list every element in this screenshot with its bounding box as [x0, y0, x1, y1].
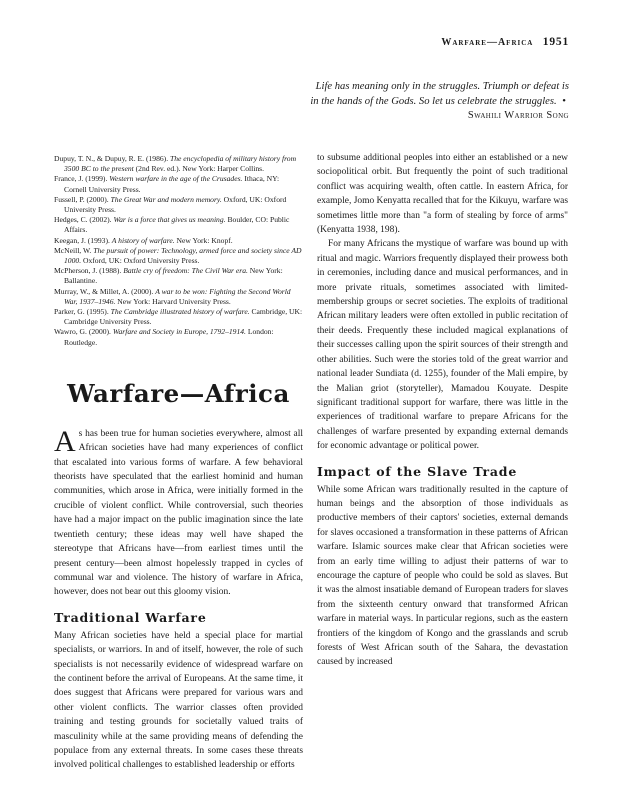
drop-cap: A: [54, 424, 76, 458]
intro-paragraph: As has been true for human societies everywhere, almost all African societies have had many experiences of conflict that escalated into various forms of warfare. A few behavioral theorists have speculated that the earliest hominid and human communities, which arose in Africa, were initially formed in the crucible of violent conflict. While controversial, such theories have had a major impact on the public imagination since the late twentieth century; these ideas may well have shaped the stereotype that Africans have—from earliest times until the present century—been almost hopelessly trapped in cycles of communal war and violence. The history of warfare in Africa, however, does not bear out this gloomy vision.: [54, 424, 303, 598]
left-column: [54, 154, 303, 773]
article-title: Warfare—Africa: [67, 378, 290, 408]
section-heading-slave-trade: Impact of the Slave Trade: [317, 463, 518, 479]
section-body-continued: [317, 151, 568, 237]
reference-item: McPherson, J. (1988). Battle cry of freedom: The Civil War era. New York: Ballantine.: [54, 266, 283, 286]
intro-section: [54, 424, 303, 600]
paragraph: For many Africans the mystique of warfare was bound up with ritual and magic. Warriors frequently displayed their prowess both in ceremonies, including dance and musical performances, and in more private rituals, sometimes associated with limited-membership groups or secret societies. The exploits of traditional African military leaders were often extolled in public recitation of their deeds. Frequently these included magical explanations of their successes calling upon the spirit sources of their strength and other abilities. Such were the stories told of the great warrior and national leader Sundiata (d. 1255), founder of the Mali empire, by the Malian griot (storyteller), Mamadou Kouyate. Despite significant traditional support for warfare, there was little in the experiences of traditional warfare to prepare Africans for the challenges of warfare presented by expanding external demands for economic advantage or political power.: [317, 239, 568, 452]
reference-item: Hedges, C. (2002). War is a force that gives us meaning. Boulder, CO: Public Affairs.: [54, 215, 290, 235]
paragraph: Many African societies have held a special place for martial specialists, or warriors. In and of itself, however, the role of such specialists is not necessarily evidence of widespread warfare on the continent before the arrival of Europeans. At the same time, it does suggest that Africans were prepared for various wars and other violent conflicts. The warrior classes often provided training and testing grounds for societally valued traits of masculinity while at the same providing means of defending the populace from any external threats. In some cases these threats involved political challenges to established leadership or efforts: [54, 630, 303, 771]
reference-item: Wawro, G. (2000). Warfare and Society in Europe, 1792–1914. London: Routledge.: [54, 327, 274, 347]
reference-item: Dupuy, T. N., & Dupuy, R. E. (1986). The encyclopedia of military history from 3500 BC to the present (2nd Rev. ed.). New York: Harper Collins.: [54, 154, 297, 174]
reference-item: Keegan, J. (1993). A history of warfare. New York: Knopf.: [54, 235, 233, 245]
reference-item: McNeill, W. The pursuit of power: Technology, armed force and society since AD 1000. Oxford, UK: Oxford University Press.: [54, 245, 302, 266]
reference-list: [54, 154, 303, 348]
epigraph-source: Swahili Warrior Song: [467, 110, 569, 121]
page-number: 1951: [542, 36, 569, 48]
section-body: [317, 483, 568, 670]
running-head: [441, 36, 569, 48]
reference-item: France, J. (1999). Western warfare in the age of the Crusades. Ithaca, NY: Cornell University Press.: [54, 174, 280, 194]
paragraph: While some African wars traditionally resulted in the capture of human beings and the absorption of those individuals as productive members of their captors' societies, external demands for slaves occasioned a transformation in these patterns of African warfare. Islamic sources make clear that African societies were from an early time willing to adjust their patterns of war to encourage the capture of people who could be sold as slaves. But it was the almost insatiable demand of European traders for slaves from the sixteenth century onward that transformed African warfare in material ways. In particular regions, such as the eastern frontiers of the kingdom of Kongo and the grasslands and scrub forests of West African south of the Sahara, the devastation caused by increased: [317, 484, 568, 668]
section-body: [54, 629, 303, 773]
section-heading-traditional-warfare: Traditional Warfare: [54, 609, 207, 625]
reference-item: Fussell, P. (2000). The Great War and modern memory. Oxford, UK: Oxford University Press.: [54, 194, 287, 215]
reference-item: Murray, W., & Millet, A. (2000). A war to be won: Fighting the Second World War, 1937–1946. New York: Harvard University Press.: [54, 286, 291, 306]
running-head-title: Warfare—Africa: [441, 37, 534, 48]
epigraph-text: Life has meaning only in the struggles. Triumph or defeat is in the hands of the Gods. So let us celebrate the struggles.: [310, 81, 569, 107]
paragraph-continued: to subsume additional peoples into either an established or a new sociopolitical orbit. But frequently the point of such traditional conflict was acquiring wealth, often cattle. In eastern Africa, for example, Jomo Kenyatta recalled that for the Kikuyu, warfare was sometimes little more than "a form of stealing by force of arms" (Kenyatta 1938, 198).: [317, 153, 568, 236]
section-body: [317, 237, 568, 453]
epigraph-bullet: •: [562, 95, 566, 107]
reference-item: Parker, G. (1995). The Cambridge illustrated history of warfare. Cambridge, UK: Cambridge University Press.: [54, 307, 303, 327]
right-column: [317, 151, 568, 670]
epigraph: [307, 80, 569, 124]
